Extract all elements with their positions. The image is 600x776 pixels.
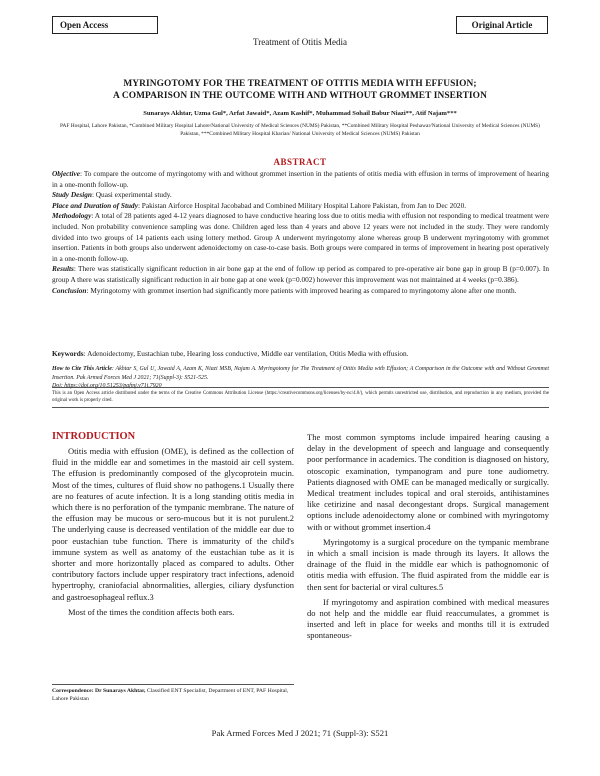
right-column [307, 432, 549, 646]
conclusion-text: : Myringotomy with grommet insertion had significantly more patients with improved hearing as compared to myringotomy alone after one month. [86, 285, 517, 295]
results-text: : There was statistically significant reduction in air bone gap at the end of follow up period as compared to pre-operative air bone gap in group B (p=0.007). In group A there was statistically significant reduction in air bone gap at one week (p=0.002) however this improvement was not maintained at 4 weeks (p=0.386). [52, 264, 549, 284]
article-title [50, 78, 550, 102]
correspondence-rule [52, 684, 294, 685]
abstract-conclusion [52, 286, 549, 297]
conclusion-label: Conclusion [52, 285, 87, 295]
design-label: Study Design [52, 190, 92, 200]
author-list: Sunarays Akhtar, Uzma Gul*, Arfat Jawaid*, Azam Kashif*, Muhammad Sohail Babur Niazi**, Atif Najam*** [143, 110, 457, 117]
citation-text: : Akhtar S, Gul U, Jawaid A, Azam K, Niazi MSB, Najam A. Myringotomy for The Treatment of Otitis Media with Effusion; A Comparison in the Outcome with and Without Grommet Insertion. Pak Armed Forces Med J 2021; 71(Suppl-3): S521-525. [52, 366, 549, 381]
design-text: : Quasi experimental study. [91, 190, 172, 200]
intro-paragraph-5: If myringotomy and aspiration combined with medical measures do not help and the middle ear fluid reaccumulates, a grommet is inserted and left in place for weeks and months till it is extruded spontaneous- [307, 596, 549, 641]
article-type-label: Original Article [456, 16, 548, 34]
abstract-body [52, 169, 549, 296]
introduction-heading: INTRODUCTION [52, 431, 136, 442]
title-line-1: MYRINGOTOMY FOR THE TREATMENT OF OTITIS MEDIA WITH EFFUSION; [123, 79, 477, 89]
correspondence-text: Classified ENT Specialist, Department of ENT, PAF Hospital, Lahore Pakistan [52, 688, 289, 702]
intro-paragraph-1: Otitis media with effusion (OME), is defined as the collection of fluid in the middle ear and sometimes in the mastoid air cell system. The effusion is predominantly composed of the glycoprotein mucin. Most of the times, cultures of fluid show no pathogens.1 Usually there are no features of acute infection. It is a long standing otitis media in which there is no perforation of the tympanic membrane. The nature of the effusion may be mucous or sero-mucous but it is not purulent.2 The underlying cause is decreased ventilation of the middle ear due to poor eustachian tube function. There is immaturity of the child's immune system as well as anatomy of the eustachian tube as it is shorter and more horizontally placed as compared to adults. Other contributory factors include upper respiratory tract infections, adenoid hypertrophy, craniofacial abnormalities, allergies, ciliary dysfunction and gastroesophageal reflux.3 [52, 446, 294, 602]
license-bottom-rule [52, 407, 549, 408]
open-access-label: Open Access [52, 16, 158, 34]
intro-paragraph-4: Myringotomy is a surgical procedure on the tympanic membrane in which a small incision is made through its layers. It allows the drainage of the fluid in the middle ear which is pathognomonic of otitis media with effusion. The fluid aspirated from the middle ear is then sent for bacterial or viral cultures.5 [307, 536, 549, 592]
keywords-label: Keywords [52, 349, 84, 358]
page-footer: Pak Armed Forces Med J 2021; 71 (Suppl-3): S521 [211, 728, 389, 738]
abstract-place [52, 201, 549, 212]
title-line-2: A COMPARISON IN THE OUTCOME WITH AND WITHOUT GROMMET INSERTION [113, 91, 487, 101]
correspondence-label: Correspondence: Dr Sunarays Akhtar, [52, 688, 146, 694]
place-text: : Pakistan Airforce Hospital Jacobabad and Combined Military Hospital Lahore Pakistan, from Jan to Dec 2020. [137, 200, 467, 210]
license-notice: This is an Open Access article distributed under the terms of the Creative Commons Attribution License (https://creativecommons.org/licenses/by-nc/4.0/), which permits unrestricted use, distribution, and reproduction in any medium, provided the original work is properly cited. [52, 391, 549, 404]
methodology-text: : A total of 28 patients aged 4-12 years diagnosed to have conductive hearing loss due to otitis media with effusion not responding to medical treatment were included. Non probability convenience sampling was done. Children aged less than 4 years and above 12 years were not included in the study. They were randomly divided into two groups of 14 patients each using lottery method. Group A underwent myringotomy alone whereas group B underwent myringotomy with grommet insertion. Patients in both groups also underwent adenoidectomy on case-to-case basis. Both groups were compared in terms of improvement in hearing post operatively in a one-month follow-up. [52, 211, 549, 263]
place-label: Place and Duration of Study [52, 200, 138, 210]
keywords [52, 349, 549, 359]
abstract-design [52, 190, 549, 201]
abstract-methodology [52, 211, 549, 264]
correspondence [52, 687, 296, 703]
results-label: Results [52, 264, 74, 274]
abstract-results [52, 264, 549, 285]
left-column [52, 446, 294, 622]
intro-paragraph-3: The most common symptoms include impaired hearing causing a delay in the development of speech and language and consequently poor performance in academics. The condition is diagnosed on history, otoscopic examination, tympanogram and pure tone audiometry. Patients diagnosed with OME can be managed medically or surgically. Medical treatment includes topical and oral steroids, antihistamines like cetirizine and nasal decongestant drops. Surgical management options include adenoidectomy alone or combined with myringotomy with or without grommet insertion.4 [307, 432, 549, 532]
objective-text: : To compare the outcome of myringotomy with and without grommet insertion in the patients of otitis media with effusion in terms of improvement of hearing in a one-month follow-up. [52, 169, 549, 189]
citation-doi[interactable]: Doi: https://doi.org/10.51253/pafmj.v71i.7920 [52, 383, 162, 390]
abstract-objective [52, 169, 549, 190]
abstract-heading: ABSTRACT [273, 157, 327, 167]
methodology-label: Methodology [52, 211, 92, 221]
affiliations: PAF Hospital, Lahore Pakistan, *Combined Military Hospital Lahore/National University of Medical Sciences (NUMS) Pakistan, **Combined Military Hospital Peshawar/National University of Medical Sciences (NUMS) Pakistan, ***Combined Military Hospital Kharian/ National University of Medical Sciences (NUMS) Pakistan [60, 123, 540, 138]
citation-label: How to Cite This Article [52, 366, 112, 372]
intro-paragraph-2: Most of the times the condition affects both ears. [68, 606, 235, 617]
license-top-rule [52, 387, 549, 388]
running-head: Treatment of Otitis Media [253, 37, 347, 47]
keywords-text: : Adenoidectomy, Eustachian tube, Hearing loss conductive, Middle ear ventilation, Otitis Media with effusion. [83, 349, 409, 358]
objective-label: Objective [52, 169, 80, 178]
